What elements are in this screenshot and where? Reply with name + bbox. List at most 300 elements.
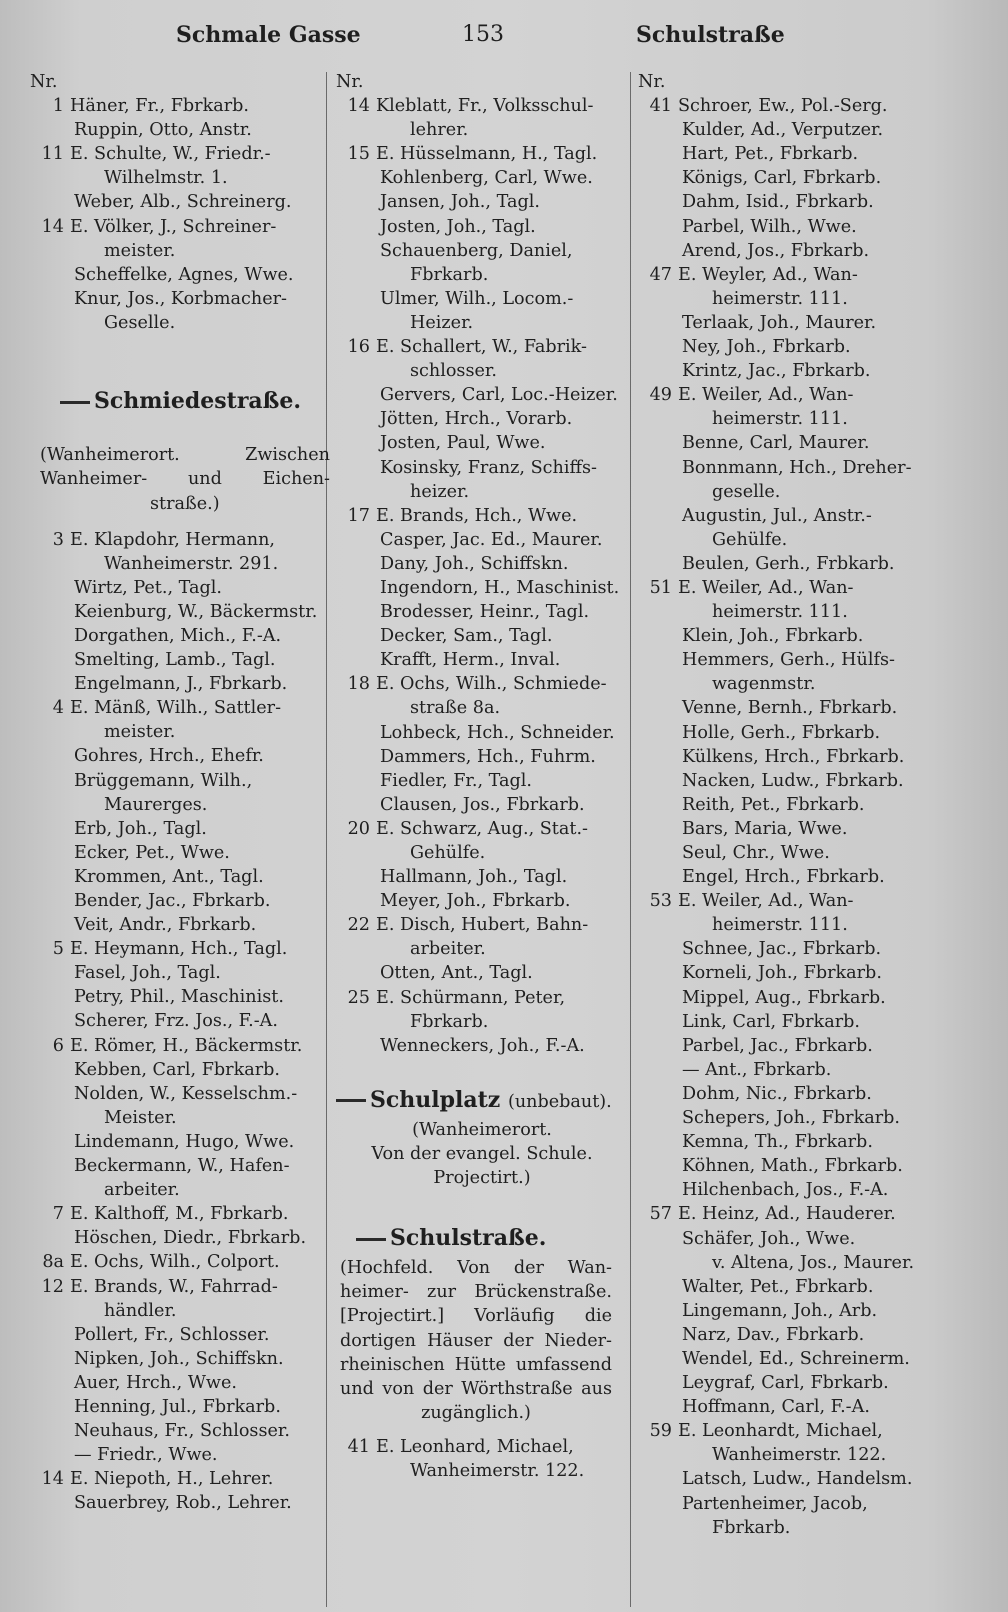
directory-entry (30, 769, 330, 793)
directory-entry (638, 793, 978, 817)
entry-text: Hallmann, Joh., Tagl. (380, 867, 568, 888)
description-line: (Wanheimerort. Zwischen (40, 445, 330, 466)
entry-text: E. Schwarz, Aug., Stat.- (376, 818, 588, 839)
directory-entry (638, 1058, 978, 1082)
entry-text: E. Weiler, Ad., Wan- (678, 577, 854, 598)
directory-entry (30, 1275, 330, 1299)
directory-entry (30, 576, 330, 600)
directory-entry (638, 817, 978, 841)
directory-entry (30, 239, 330, 263)
house-number: 20 (347, 818, 370, 839)
entry-text: Engel, Hrch., Fbrkarb. (682, 867, 885, 888)
entry-text: Krommen, Ant., Tagl. (74, 866, 264, 887)
entry-text: Bonnmann, Hch., Dreher- (682, 457, 912, 478)
directory-entry (638, 1443, 978, 1467)
entry-text: Kebben, Carl, Fbrkarb. (74, 1059, 281, 1080)
entry-text: heizer. (410, 481, 470, 502)
description-line: (Wanheimerort. (412, 1119, 552, 1140)
entry-list (336, 1435, 628, 1483)
entry-text: Geselle. (104, 312, 176, 333)
directory-entry (336, 841, 628, 865)
directory-entry (638, 528, 978, 552)
entry-text: Smelting, Lamb., Tagl. (74, 650, 276, 671)
directory-entry (638, 624, 978, 648)
entry-text: schlosser. (410, 361, 497, 382)
directory-entry (336, 142, 628, 166)
directory-entry (336, 937, 628, 961)
entry-text: Fbrkarb. (410, 1011, 489, 1032)
entry-text: Wanheimerstr. 122. (712, 1445, 887, 1466)
nr-label: Nr. (336, 72, 364, 92)
directory-entry (30, 600, 330, 624)
entry-text: lehrer. (410, 120, 469, 141)
directory-entry (336, 263, 628, 287)
directory-entry (336, 118, 628, 142)
entry-text: Dahm, Isid., Fbrkarb. (682, 192, 874, 213)
entry-text: Hemmers, Gerh., Hülfs- (682, 650, 895, 671)
entry-list (30, 94, 330, 335)
house-number: 18 (347, 674, 370, 695)
directory-entry (30, 1347, 330, 1371)
entry-text: Pollert, Fr., Schlosser. (74, 1324, 270, 1345)
directory-entry (638, 335, 978, 359)
directory-entry (30, 1009, 330, 1033)
directory-entry (638, 1106, 978, 1130)
entry-text: Schauenberg, Daniel, (380, 240, 573, 261)
entry-text: Fbrkarb. (410, 264, 489, 285)
directory-entry (30, 1395, 330, 1419)
entry-text: heimerstr. 111. (712, 915, 848, 936)
directory-entry (336, 166, 628, 190)
house-number: 14 (41, 216, 64, 237)
entry-text: arbeiter. (410, 939, 486, 960)
entry-text: Krafft, Herm., Inval. (380, 650, 561, 671)
description-line: Projectirt.) (433, 1168, 531, 1189)
directory-entry (336, 986, 628, 1010)
entry-text: E. Weyler, Ad., Wan- (678, 264, 858, 285)
directory-entry (638, 504, 978, 528)
directory-entry (638, 937, 978, 961)
directory-entry (336, 745, 628, 769)
entry-text: Köhnen, Math., Fbrkarb. (682, 1156, 903, 1177)
directory-entry (336, 769, 628, 793)
header-left-street: Schmale Gasse (176, 22, 361, 48)
entry-text: Gohres, Hrch., Ehefr. (74, 746, 264, 767)
house-number: 7 (52, 1204, 64, 1225)
house-number: 49 (649, 385, 672, 406)
entry-text: Kleblatt, Fr., Volksschul- (376, 96, 594, 117)
directory-entry (336, 865, 628, 889)
entry-text: Augustin, Jul., Anstr.- (682, 505, 872, 526)
entry-text: Dorgathen, Mich., F.-A. (74, 625, 282, 646)
entry-text: Wanheimerstr. 122. (410, 1460, 585, 1481)
entry-text: Terlaak, Joh., Maurer. (682, 312, 877, 333)
entry-text: Venne, Bernh., Fbrkarb. (682, 698, 898, 719)
directory-entry (30, 841, 330, 865)
directory-entry (30, 118, 330, 142)
directory-entry (638, 1130, 978, 1154)
entry-text: wagenmstr. (712, 674, 816, 695)
house-number: 41 (649, 96, 672, 117)
entry-text: Knur, Jos., Korbmacher- (74, 288, 287, 309)
entry-list (30, 528, 330, 1516)
entry-text: Ingendorn, H., Maschinist. (380, 577, 620, 598)
house-number: 4 (52, 698, 64, 719)
entry-text: Korneli, Joh., Fbrkarb. (682, 963, 882, 984)
entry-text: Lohbeck, Hch., Schneider. (380, 722, 615, 743)
entry-text: E. Klapdohr, Hermann, (70, 529, 275, 550)
directory-entry (30, 1034, 330, 1058)
directory-entry (336, 528, 628, 552)
entry-text: E. Leonhard, Michael, (376, 1436, 574, 1457)
entry-text: Petry, Phil., Maschinist. (74, 987, 284, 1008)
directory-entry (30, 744, 330, 768)
directory-entry (638, 1492, 978, 1516)
dash-mark (60, 401, 90, 404)
directory-entry (336, 817, 628, 841)
entry-text: E. Brands, W., Fahrrad- (70, 1276, 278, 1297)
house-number: 14 (347, 96, 370, 117)
description-line: [Projectirt.] Vorläufig die (340, 1306, 612, 1327)
entry-text: Nipken, Joh., Schiffskn. (74, 1348, 284, 1369)
directory-entry (638, 576, 978, 600)
directory-entry (336, 456, 628, 480)
directory-entry (30, 793, 330, 817)
entry-text: Clausen, Jos., Fbrkarb. (380, 794, 585, 815)
nr-label: Nr. (30, 72, 58, 92)
directory-entry (336, 1435, 628, 1459)
directory-entry (30, 1106, 330, 1130)
entry-text: Hart, Pet., Fbrkarb. (682, 144, 859, 165)
directory-entry (30, 94, 330, 118)
directory-entry (30, 1226, 330, 1250)
directory-entry (638, 311, 978, 335)
entry-text: Latsch, Ludw., Handelsm. (682, 1469, 913, 1490)
entry-text: Wenneckers, Joh., F.-A. (380, 1035, 585, 1056)
description-line: rheinischen Hütte umfassend (340, 1354, 612, 1375)
entry-text: Benne, Carl, Maurer. (682, 433, 870, 454)
description-line: und von der Wörthstraße aus (340, 1378, 612, 1399)
directory-entry (638, 1371, 978, 1395)
street-heading (336, 1082, 628, 1118)
directory-entry (638, 913, 978, 937)
directory-entry (30, 1250, 330, 1274)
entry-text: Nacken, Ludw., Fbrkarb. (682, 770, 904, 791)
directory-entry (638, 1154, 978, 1178)
entry-text: Schnee, Jac., Fbrkarb. (682, 939, 882, 960)
house-number: 59 (649, 1421, 672, 1442)
directory-entry (638, 1082, 978, 1106)
directory-entry (638, 600, 978, 624)
directory-entry (30, 1443, 330, 1467)
entry-text: straße 8a. (410, 698, 501, 719)
entry-text: Ruppin, Otto, Anstr. (74, 120, 252, 141)
house-number: 16 (347, 337, 370, 358)
directory-entry (638, 142, 978, 166)
entry-text: Gervers, Carl, Loc.-Heizer. (380, 385, 618, 406)
entry-text: Königs, Carl, Fbrkarb. (682, 168, 882, 189)
directory-entry (336, 696, 628, 720)
directory-entry (30, 1130, 330, 1154)
entry-text: E. Niepoth, H., Lehrer. (70, 1469, 274, 1490)
entry-text: heimerstr. 111. (712, 602, 848, 623)
directory-entry (30, 696, 330, 720)
entry-text: Lingemann, Joh., Arb. (682, 1300, 878, 1321)
directory-entry (638, 672, 978, 696)
entry-text: Ney, Joh., Fbrkarb. (682, 337, 851, 358)
directory-entry (336, 480, 628, 504)
entry-text: Auer, Hrch., Wwe. (74, 1372, 237, 1393)
description-line: heimer- zur Brückenstraße. (340, 1282, 612, 1303)
entry-text: händler. (104, 1300, 177, 1321)
directory-entry (638, 215, 978, 239)
street-subtitle: (unbebaut). (507, 1091, 612, 1112)
directory-entry (336, 335, 628, 359)
directory-entry (336, 624, 628, 648)
house-number: 17 (347, 505, 370, 526)
entry-text: Ulmer, Wilh., Locom.- (380, 288, 574, 309)
house-number: 25 (347, 987, 370, 1008)
directory-entry (30, 263, 330, 287)
house-number: 15 (347, 144, 370, 165)
entry-text: Hoffmann, Carl, F.-A. (682, 1397, 870, 1418)
page-header (0, 22, 1008, 56)
directory-entry (638, 841, 978, 865)
entry-text: Wendel, Ed., Schreinerm. (682, 1348, 910, 1369)
entry-text: Heizer. (410, 312, 474, 333)
entry-text: Scherer, Frz. Jos., F.-A. (74, 1011, 278, 1032)
house-number: 6 (52, 1035, 64, 1056)
entry-text: Josten, Joh., Tagl. (380, 216, 536, 237)
entry-text: E. Disch, Hubert, Bahn- (376, 915, 589, 936)
entry-text: Josten, Paul, Wwe. (380, 433, 546, 454)
entry-text: Walter, Pet., Fbrkarb. (682, 1276, 874, 1297)
directory-entry (638, 239, 978, 263)
directory-entry (638, 263, 978, 287)
directory-entry (638, 1323, 978, 1347)
directory-entry (638, 721, 978, 745)
entry-text: Kosinsky, Franz, Schiffs- (380, 457, 597, 478)
entry-text: E. Kalthoff, M., Fbrkarb. (70, 1204, 289, 1225)
directory-entry (336, 94, 628, 118)
directory-entry (30, 961, 330, 985)
directory-entry (30, 1178, 330, 1202)
entry-text: E. Weiler, Ad., Wan- (678, 385, 854, 406)
house-number: 12 (41, 1276, 64, 1297)
column-2 (336, 70, 628, 1605)
directory-entry (638, 456, 978, 480)
entry-text: heimerstr. 111. (712, 409, 848, 430)
column-1 (30, 70, 330, 1605)
entry-text: Parbel, Wilh., Wwe. (682, 216, 857, 237)
directory-entry (638, 1299, 978, 1323)
dash-mark (336, 1099, 366, 1102)
directory-entry (30, 1202, 330, 1226)
entry-text: — Ant., Fbrkarb. (682, 1059, 832, 1080)
directory-entry (638, 1467, 978, 1491)
directory-entry (638, 986, 978, 1010)
entry-text: Beckermann, W., Hafen- (74, 1156, 290, 1177)
house-number: 53 (649, 891, 672, 912)
entry-text: E. Brands, Hch., Wwe. (376, 505, 578, 526)
entry-text: — Friedr., Wwe. (74, 1445, 218, 1466)
entry-text: Dany, Joh., Schiffskn. (380, 553, 569, 574)
entry-text: Brüggemann, Wilh., (74, 770, 253, 791)
entry-text: E. Mänß, Wilh., Sattler- (70, 698, 282, 719)
street-description (30, 443, 330, 515)
directory-entry (30, 937, 330, 961)
directory-entry (30, 215, 330, 239)
entry-text: Höschen, Diedr., Fbrkarb. (74, 1228, 307, 1249)
street-title: Schmiedestraße. (94, 388, 302, 415)
directory-entry (638, 94, 978, 118)
house-number: 8a (42, 1252, 64, 1273)
directory-entry (638, 1251, 978, 1275)
page-number: 153 (462, 22, 504, 47)
entry-text: Lindemann, Hugo, Wwe. (74, 1131, 295, 1152)
entry-text: Fasel, Joh., Tagl. (74, 963, 221, 984)
entry-text: E. Schulte, W., Friedr.- (70, 144, 271, 165)
directory-entry (30, 1491, 330, 1515)
directory-entry (336, 648, 628, 672)
entry-text: Nolden, W., Kesselschm.- (74, 1083, 298, 1104)
directory-entry (336, 672, 628, 696)
column-divider (630, 72, 631, 1607)
column-3 (638, 70, 978, 1605)
entry-text: Decker, Sam., Tagl. (380, 626, 553, 647)
directory-entry (336, 721, 628, 745)
entry-text: Link, Carl, Fbrkarb. (682, 1011, 860, 1032)
entry-text: Jötten, Hrch., Vorarb. (380, 409, 573, 430)
entry-text: Wanheimerstr. 291. (104, 553, 279, 574)
directory-entry (336, 600, 628, 624)
entry-text: Kemna, Th., Fbrkarb. (682, 1132, 873, 1153)
entry-text: Reith, Pet., Fbrkarb. (682, 794, 865, 815)
directory-entry (638, 1347, 978, 1371)
directory-entry (638, 190, 978, 214)
entry-text: v. Altena, Jos., Maurer. (712, 1252, 915, 1273)
entry-text: Maurerges. (104, 794, 208, 815)
directory-entry (638, 696, 978, 720)
entry-text: E. Hüsselmann, H., Tagl. (376, 144, 598, 165)
directory-entry (638, 1275, 978, 1299)
entry-text: E. Schürmann, Peter, (376, 987, 566, 1008)
directory-entry (30, 311, 330, 335)
directory-entry (30, 865, 330, 889)
directory-entry (638, 1419, 978, 1443)
directory-entry (638, 383, 978, 407)
entry-text: geselle. (712, 481, 781, 502)
directory-entry (638, 287, 978, 311)
directory-entry (30, 287, 330, 311)
directory-entry (638, 745, 978, 769)
street-heading (30, 383, 330, 419)
entry-text: Krintz, Jac., Fbrkarb. (682, 361, 871, 382)
directory-entry (30, 817, 330, 841)
directory-entry (30, 1371, 330, 1395)
entry-list (638, 94, 978, 1540)
directory-entry (638, 1227, 978, 1251)
house-number: 1 (52, 96, 64, 117)
description-line: zugänglich.) (421, 1402, 531, 1423)
directory-entry (336, 311, 628, 335)
directory-entry (638, 166, 978, 190)
entry-text: Meyer, Joh., Fbrkarb. (380, 891, 571, 912)
entry-text: E. Ochs, Wilh., Schmiede- (376, 674, 607, 695)
description-line: (Hochfeld. Von der Wan- (340, 1258, 612, 1279)
directory-entry (336, 431, 628, 455)
directory-entry (638, 1395, 978, 1419)
entry-text: Wilhelmstr. 1. (104, 168, 228, 189)
entry-text: E. Heymann, Hch., Tagl. (70, 939, 288, 960)
directory-entry (638, 552, 978, 576)
entry-list (336, 94, 628, 1058)
entry-text: Gehülfe. (410, 843, 486, 863)
directory-entry (30, 190, 330, 214)
entry-text: E. Völker, J., Schreiner- (70, 216, 277, 237)
entry-text: Gehülfe. (712, 529, 788, 550)
entry-text: Scheffelke, Agnes, Wwe. (74, 264, 294, 285)
description-line: Von der evangel. Schule. (371, 1144, 593, 1165)
entry-text: E. Ochs, Wilh., Colport. (70, 1252, 280, 1273)
entry-text: Hilchenbach, Jos., F.-A. (682, 1180, 889, 1201)
directory-entry (30, 1058, 330, 1082)
entry-text: E. Römer, H., Bäckermstr. (70, 1035, 303, 1056)
directory-entry (336, 576, 628, 600)
directory-entry (336, 383, 628, 407)
entry-text: Erb, Joh., Tagl. (74, 818, 207, 839)
entry-text: Kohlenberg, Carl, Wwe. (380, 168, 593, 189)
entry-text: Sauerbrey, Rob., Lehrer. (74, 1493, 292, 1514)
entry-text: E. Schallert, W., Fabrik- (376, 337, 587, 358)
directory-entry (336, 190, 628, 214)
entry-text: Dohm, Nic., Fbrkarb. (682, 1083, 872, 1104)
entry-text: Wirtz, Pet., Tagl. (74, 577, 222, 598)
entry-text: Engelmann, J., Fbrkarb. (74, 674, 288, 695)
directory-entry (30, 985, 330, 1009)
directory-entry (638, 648, 978, 672)
directory-entry (638, 359, 978, 383)
directory-entry (30, 1323, 330, 1347)
house-number: 11 (41, 144, 64, 165)
directory-entry (638, 1010, 978, 1034)
description-line: dortigen Häuser der Nieder- (340, 1330, 612, 1351)
directory-entry (30, 1299, 330, 1323)
directory-entry (30, 648, 330, 672)
directory-entry (638, 889, 978, 913)
entry-text: Keienburg, W., Bäckermstr. (74, 601, 318, 622)
directory-entry (30, 1467, 330, 1491)
directory-entry (30, 528, 330, 552)
entry-text: E. Leonhardt, Michael, (678, 1421, 883, 1442)
directory-entry (336, 215, 628, 239)
directory-entry (336, 359, 628, 383)
house-number: 41 (347, 1436, 370, 1457)
directory-entry (336, 1459, 628, 1483)
entry-text: E. Heinz, Ad., Hauderer. (678, 1204, 896, 1225)
house-number: 57 (649, 1204, 672, 1225)
entry-text: meister. (104, 722, 176, 743)
directory-entry (30, 672, 330, 696)
entry-text: Mippel, Aug., Fbrkarb. (682, 987, 886, 1008)
entry-text: Jansen, Joh., Tagl. (380, 192, 540, 213)
directory-entry (30, 889, 330, 913)
entry-text: Parbel, Jac., Fbrkarb. (682, 1035, 873, 1056)
entry-text: Bars, Maria, Wwe. (682, 818, 848, 839)
entry-text: Kulder, Ad., Verputzer. (682, 120, 884, 141)
directory-entry (638, 1202, 978, 1226)
entry-text: Ecker, Pet., Wwe. (74, 842, 230, 863)
